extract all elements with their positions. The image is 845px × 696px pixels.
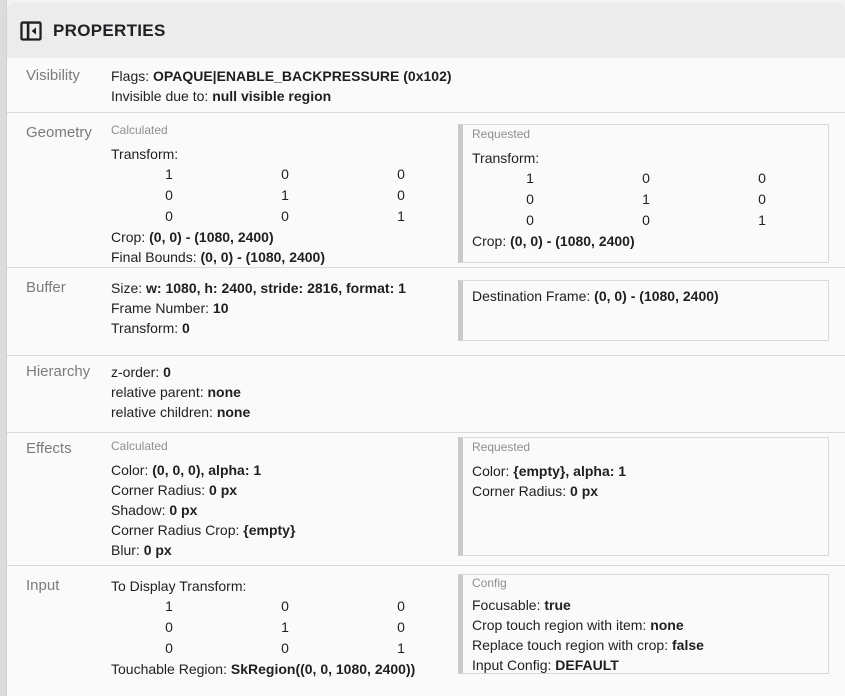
- property-value: none: [207, 384, 241, 400]
- property-value: none: [216, 404, 251, 420]
- group-tag-requested: Requested: [472, 440, 531, 454]
- property-label: Shadow:: [111, 502, 166, 518]
- property-value: (0, 0) - (1080, 2400): [200, 249, 326, 265]
- property-row: [472, 286, 819, 306]
- property-row: [111, 540, 458, 560]
- property-row: [111, 278, 458, 298]
- section-effects: [7, 433, 845, 566]
- matrix-cell: 0: [397, 619, 405, 635]
- property-row: [111, 500, 458, 520]
- matrix-cell: 0: [281, 640, 289, 656]
- property-row: [472, 148, 819, 168]
- property-label: Replace touch region with crop:: [472, 637, 669, 653]
- matrix-cell: 1: [758, 212, 766, 228]
- property-row: [472, 481, 819, 501]
- matrix-row: [472, 210, 819, 231]
- property-label: Corner Radius Crop:: [111, 522, 240, 538]
- property-label: z-order:: [111, 364, 160, 380]
- property-label: relative children:: [111, 404, 213, 420]
- property-row: [111, 659, 458, 679]
- matrix-cell: 0: [758, 170, 766, 186]
- section-hierarchy: [7, 356, 845, 433]
- matrix-cell: 0: [165, 619, 173, 635]
- group-tag-config: Config: [472, 576, 507, 590]
- panel-title: PROPERTIES: [53, 20, 166, 40]
- matrix-cell: 0: [526, 191, 534, 207]
- property-value: DEFAULT: [555, 657, 619, 673]
- matrix-cell: 1: [281, 187, 289, 203]
- property-value: 10: [212, 300, 229, 316]
- section-buffer: [7, 268, 845, 356]
- property-row: [472, 231, 819, 251]
- matrix-cell: 0: [281, 166, 289, 182]
- matrix-cell: 0: [397, 598, 405, 614]
- property-label: Crop:: [472, 233, 507, 249]
- section-label: Geometry: [26, 124, 92, 141]
- property-row: [111, 382, 833, 402]
- property-label: relative parent:: [111, 384, 204, 400]
- matrix-cell: 0: [281, 598, 289, 614]
- property-label: Crop:: [111, 229, 146, 245]
- property-value: false: [672, 637, 704, 653]
- properties-panel: [7, 3, 845, 696]
- property-value: true: [544, 597, 571, 613]
- matrix-row: [472, 189, 819, 210]
- matrix-cell: 0: [165, 208, 173, 224]
- section-geometry: [7, 113, 845, 268]
- property-label: To Display Transform:: [111, 578, 247, 594]
- property-value: 0: [182, 320, 190, 336]
- property-row: [472, 595, 819, 615]
- property-label: Transform:: [472, 150, 540, 166]
- property-row: [111, 318, 458, 338]
- property-value: (0, 0) - (1080, 2400): [594, 288, 719, 304]
- matrix-cell: 1: [165, 166, 173, 182]
- property-value: (0, 0, 0), alpha: 1: [152, 462, 262, 478]
- section-label: Visibility: [26, 67, 80, 84]
- property-label: Crop touch region with item:: [472, 617, 647, 633]
- property-label: Touchable Region:: [111, 661, 227, 677]
- property-row: [472, 461, 819, 481]
- matrix-row: [111, 185, 458, 206]
- property-row: [111, 362, 833, 382]
- section-visibility: [7, 58, 845, 113]
- property-label: Blur:: [111, 542, 140, 558]
- section-label: Hierarchy: [26, 363, 91, 380]
- matrix-cell: 0: [758, 191, 766, 207]
- property-value: 0 px: [169, 502, 198, 518]
- matrix-cell: 0: [642, 212, 650, 228]
- property-value: 0 px: [570, 483, 599, 499]
- property-row: [111, 460, 458, 480]
- property-row: [111, 298, 458, 318]
- property-value: SkRegion((0, 0, 1080, 2400)): [230, 661, 416, 677]
- config-group-box: [458, 574, 829, 674]
- property-row: [111, 144, 458, 164]
- matrix-cell: 0: [165, 187, 173, 203]
- property-row: [111, 66, 833, 86]
- property-row: [111, 520, 458, 540]
- property-row: [111, 480, 458, 500]
- property-value: OPAQUE|ENABLE_BACKPRESSURE (0x102): [153, 68, 452, 84]
- requested-group-box: [458, 280, 829, 341]
- property-value: (0, 0) - (1080, 2400): [149, 229, 274, 245]
- properties-panel-header: [7, 3, 845, 58]
- matrix-cell: 1: [281, 619, 289, 635]
- property-value: 0: [163, 364, 171, 380]
- section-input: [7, 566, 845, 696]
- panel-edge-strip: [0, 0, 7, 696]
- property-label: Color:: [111, 462, 149, 478]
- property-value: null visible region: [212, 88, 332, 104]
- property-label: Focusable:: [472, 597, 541, 613]
- requested-group-box: [458, 437, 829, 556]
- property-value: w: 1080, h: 2400, stride: 2816, format: 1: [146, 280, 406, 296]
- matrix-cell: 1: [397, 640, 405, 656]
- matrix-cell: 0: [281, 208, 289, 224]
- property-label: Invisible due to:: [111, 88, 209, 104]
- group-tag-calculated: Calculated: [111, 123, 168, 137]
- property-label: Input Config:: [472, 657, 552, 673]
- matrix-row: [111, 596, 458, 617]
- matrix-cell: 1: [397, 208, 405, 224]
- property-label: Color:: [472, 463, 510, 479]
- property-label: Size:: [111, 280, 143, 296]
- property-row: [472, 635, 819, 655]
- property-row: [111, 247, 458, 267]
- section-label: Input: [26, 577, 60, 594]
- matrix-row: [111, 617, 458, 638]
- property-value: {empty}, alpha: 1: [513, 463, 627, 479]
- matrix-row: [111, 206, 458, 227]
- left-panel-close-icon: [18, 18, 44, 44]
- property-row: [111, 227, 458, 247]
- matrix-row: [472, 168, 819, 189]
- property-label: Frame Number:: [111, 300, 210, 316]
- collapse-properties-panel-button[interactable]: [16, 16, 46, 46]
- section-label: Buffer: [26, 279, 66, 296]
- matrix-row: [111, 164, 458, 185]
- property-row: [111, 86, 833, 106]
- property-value: 0 px: [209, 482, 238, 498]
- property-row: [472, 655, 819, 675]
- group-tag-requested: Requested: [472, 127, 531, 141]
- property-row: [111, 402, 833, 422]
- property-row: [472, 615, 819, 635]
- property-label: Final Bounds:: [111, 249, 197, 265]
- property-row: [111, 576, 458, 596]
- group-tag-calculated: Calculated: [111, 439, 168, 453]
- matrix-cell: 0: [526, 212, 534, 228]
- property-value: (0, 0) - (1080, 2400): [510, 233, 635, 249]
- section-label: Effects: [26, 440, 72, 457]
- property-label: Transform:: [111, 146, 179, 162]
- matrix-cell: 0: [165, 640, 173, 656]
- matrix-cell: 1: [526, 170, 534, 186]
- property-label: Flags:: [111, 68, 150, 84]
- property-value: {empty}: [243, 522, 296, 538]
- requested-group-box: [458, 124, 829, 263]
- property-label: Transform:: [111, 320, 179, 336]
- property-label: Destination Frame:: [472, 288, 591, 304]
- matrix-row: [111, 638, 458, 659]
- matrix-cell: 0: [397, 187, 405, 203]
- property-value: none: [650, 617, 684, 633]
- matrix-cell: 0: [642, 170, 650, 186]
- matrix-cell: 1: [165, 598, 173, 614]
- property-value: 0 px: [143, 542, 172, 558]
- matrix-cell: 1: [642, 191, 650, 207]
- matrix-cell: 0: [397, 166, 405, 182]
- property-label: Corner Radius:: [111, 482, 206, 498]
- property-label: Corner Radius:: [472, 483, 567, 499]
